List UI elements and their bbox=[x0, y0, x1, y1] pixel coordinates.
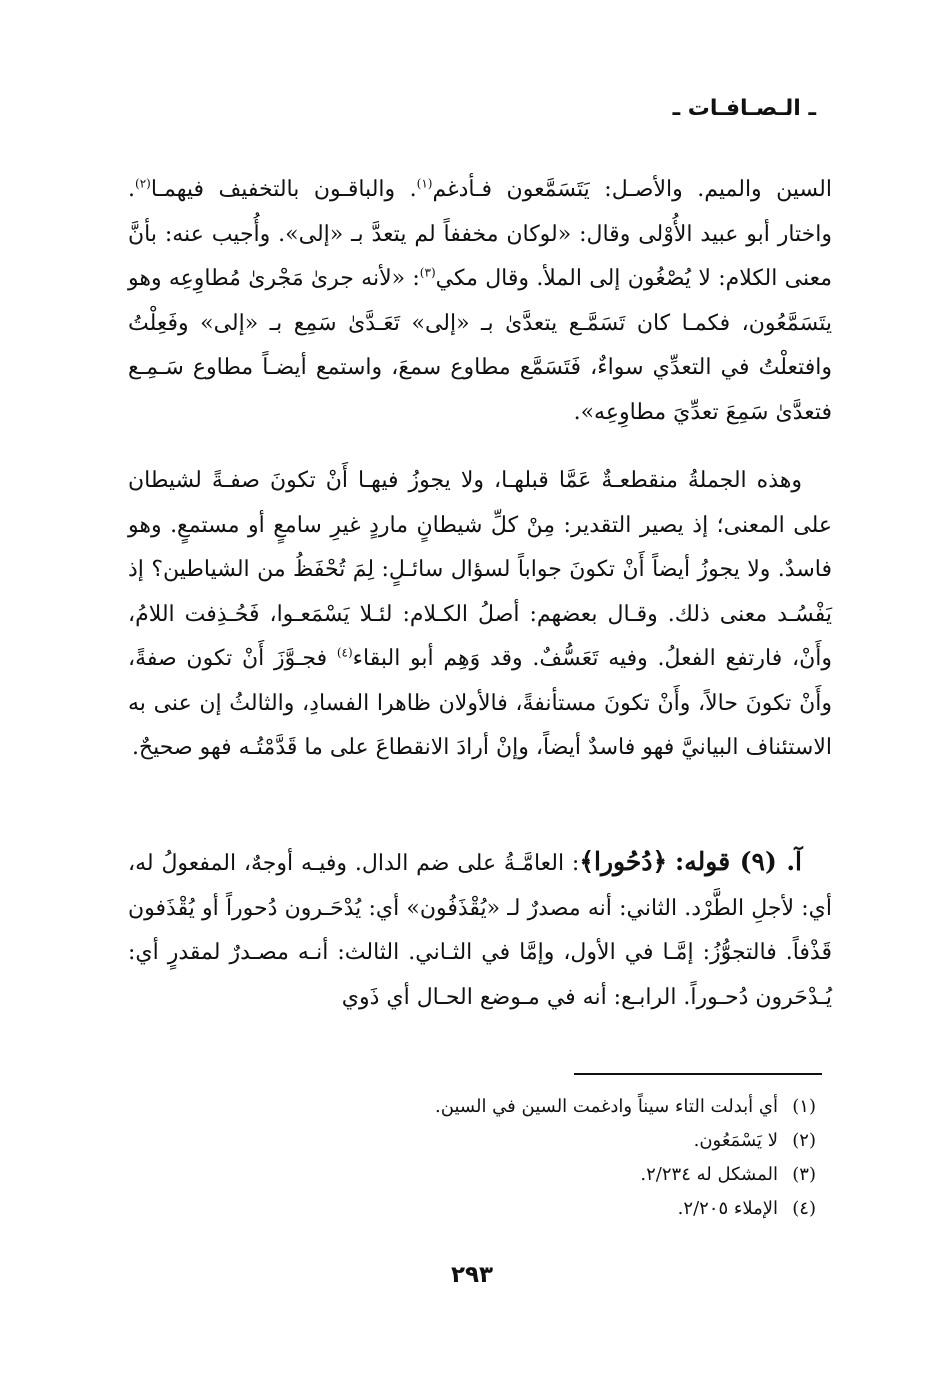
running-header: ـ الـصـافـات ـ bbox=[672, 96, 816, 121]
footnote-item bbox=[112, 1124, 816, 1158]
footnote-ref[interactable]: (٢) bbox=[135, 176, 151, 191]
paragraph-1 bbox=[128, 168, 832, 435]
paragraph-3-text bbox=[128, 840, 832, 1020]
verse-marker: آ. (٩) قوله: bbox=[675, 847, 803, 876]
paragraph-2 bbox=[128, 459, 832, 771]
footnote-item bbox=[112, 1158, 816, 1192]
footnote-ref[interactable]: (٤) bbox=[336, 645, 353, 660]
footnote-text: الإملاء ٢/٢٠٥. bbox=[677, 1198, 778, 1219]
footnote-ref[interactable]: (٣) bbox=[419, 265, 436, 280]
text-run: . والباقـون بالتخفيف فيهمـا bbox=[150, 177, 417, 202]
footnote-number: (٢) bbox=[792, 1130, 816, 1151]
footnote-item bbox=[112, 1192, 816, 1226]
quran-word: ﴿دُحُورا﴾ bbox=[579, 847, 668, 876]
footnote-number: (٤) bbox=[792, 1198, 816, 1219]
text-run: : «لأنه جرىٰ مَجْرىٰ مُطاوِعِه وهو يتَسَمَّعُون، فكمـا كان تَسَمَّـع يتعدَّىٰ بـ «إلى» تَعَـدَّىٰ سَمِع بـ «إلى» وفَعِلْتُ وافتعلْتُ في التعدِّي سواءٌ، فَتَسَمَّع مطاوع سمعَ، واستمع أيضـاً مطاوع سَـمِـع فتعدَّىٰ سَمِعَ تعدِّيَ مطاوِعِه». bbox=[128, 266, 832, 425]
footnote-text: أي أبدلت التاء سيناً وادغمت السين في السين. bbox=[435, 1096, 778, 1117]
footnote-item bbox=[112, 1090, 816, 1124]
paragraph-1-text bbox=[128, 168, 832, 435]
paragraph-2-text bbox=[128, 459, 832, 771]
text-run: وهذه الجملةُ منقطعـةٌ عَمَّا قبلهـا، ولا يجوزُ فيهـا أَنْ تكونَ صفـةً لشيطان على المعنى؛ إذ يصير التقدير: مِنْ كلِّ شيطانٍ ماردٍ غيرِ سامعٍ أو مستمعٍ. وهو فاسدٌ. ولا يجوزُ أيضاً أَنْ تكونَ جواباً لسؤال سائـلٍ: لِمَ تُحْفَظُ من الشياطين؟ إذ يَفْسُـد معنى ذلك. وقـال بعضهم: أصلُ الكـلام: لئـلا يَسْمَعـوا، فَحُـذِفت اللامُ، وأَنْ، فارتفع الفعلُ. وفيه تَعَسُّفٌ. وقد وَهِم أبو البقاء bbox=[128, 468, 832, 671]
footnote-number: (٣) bbox=[792, 1164, 816, 1185]
footnote-text: لا يَسْمَعُون. bbox=[693, 1130, 778, 1151]
text-run: . واختار أبو عبيد الأُوْلى وقال: «لوكان مخففاً لم يتعدَّ بـ «إلى». وأُجيب عنه: بأنَّ معنى الكلام: لا يُصْغُون إلى الملأ. وقال مكي bbox=[128, 177, 832, 291]
text-run: السين والميم. والأصـل: يَتَسَمَّعون فـأدغم bbox=[432, 177, 832, 202]
text-run: فجـوَّزَ أَنْ تكون صفةً، وأَنْ تكونَ حالاً، وأَنْ تكونَ مستأنفةً، فالأولان ظاهرا الفسادِ، والثالثُ إن عنى به الاستئناف البيانيَّ فهو فاسدٌ أيضاً، وإنْ أرادَ الانقطاعَ على ما قَدَّمْتُـه فهو صحيحٌ. bbox=[128, 646, 832, 760]
footnote-ref[interactable]: (١) bbox=[416, 176, 433, 191]
text-run: : العامَّـةُ على ضم الدال. وفيـه أوجهٌ، المفعولُ له، أي: لأجلِ الطَّرْد. الثاني: أنه مصدرٌ لـ «يُقْذَفُون» أي: يُدْحَـرون دُحوراً أو يُقْذَفون قَذْفاً. فالتجوُّزُ: إمَّـا في الأول، وإمَّا في الثـاني. الثالث: أنـه مصـدرٌ لمقدرٍ أي: يُـدْحَرون دُحـوراً. الرابـع: أنه في مـوضع الحـال أي ذَوي bbox=[128, 851, 832, 1010]
footnotes bbox=[112, 1090, 816, 1226]
page-number: ٢٩٣ bbox=[450, 1262, 494, 1288]
footnote-separator bbox=[574, 1073, 822, 1075]
paragraph-3 bbox=[128, 840, 832, 1020]
footnote-number: (١) bbox=[792, 1096, 816, 1117]
footnote-text: المشكل له ٢/٢٣٤. bbox=[640, 1164, 778, 1185]
